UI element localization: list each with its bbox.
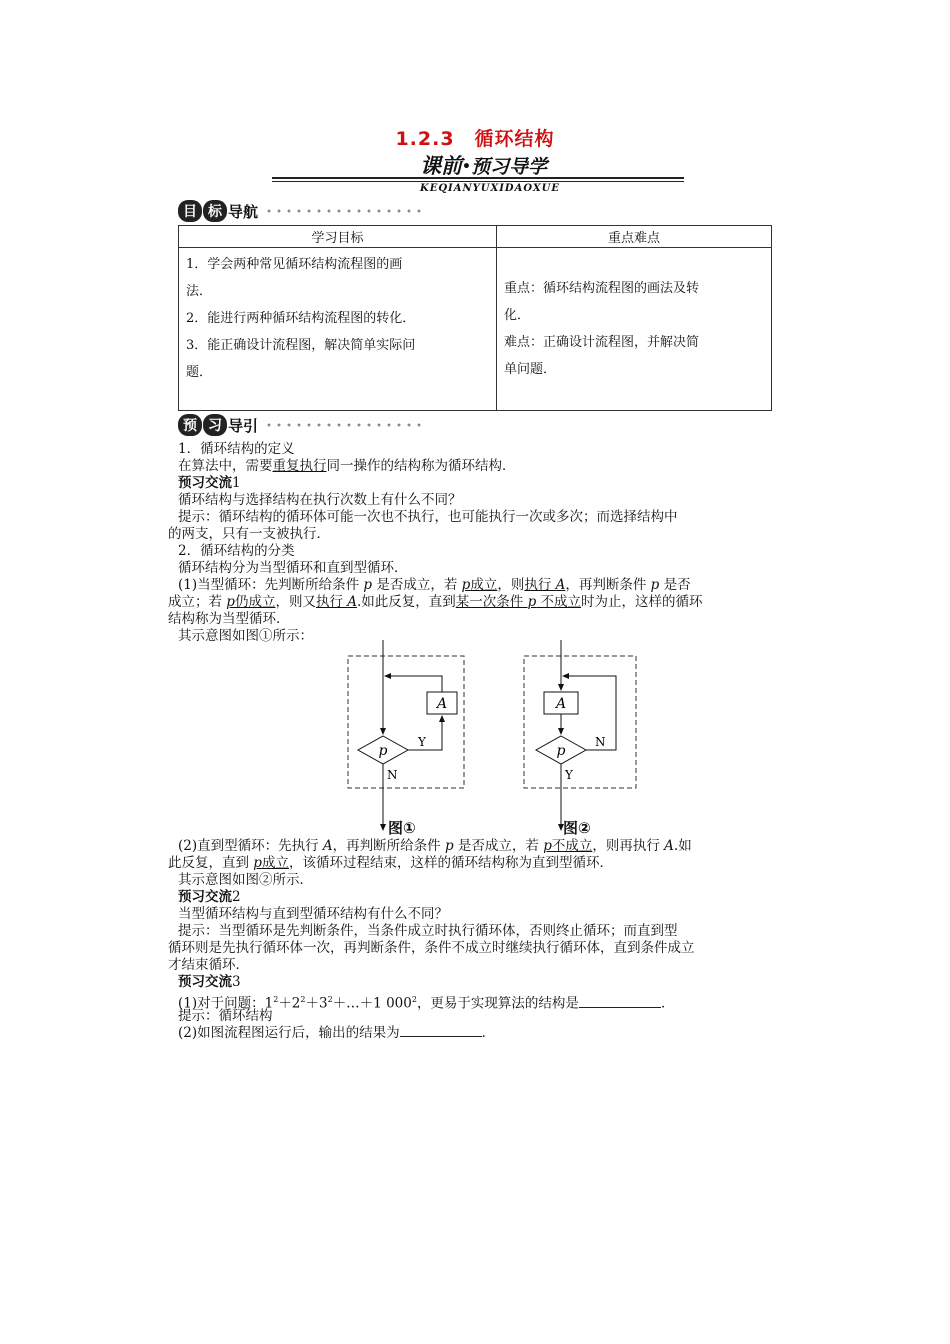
no-label: N	[387, 768, 398, 782]
para-line: 循环结构分为当型循环和直到型循环．	[178, 560, 408, 576]
section-preview-guide: 预 习 导引	[178, 414, 424, 436]
para-line: (2)如图流程图运行后，输出的结果为 ．	[178, 1025, 496, 1041]
goals-header: 学习目标	[179, 226, 497, 248]
exchange-heading-1: 预习交流1	[178, 475, 241, 491]
answer-blank	[400, 1026, 482, 1037]
flowchart-until-loop	[518, 640, 658, 836]
para-line: 其示意图如图②所示．	[178, 872, 313, 888]
process-label: A	[436, 696, 448, 712]
para-line: 提示：当型循环是先判断条件，当条件成立时执行循环体，否则终止循环；而直到型	[178, 923, 678, 939]
goals-cell: 1．学会两种常见循环结构流程图的画 法． 2．能进行两种循环结构流程图的转化． 3．能正确设计流程图，解决简单实际问 题．	[179, 248, 497, 411]
para-line: 成立；若 p仍成立，则又执行 A.如此反复，直到某一次条件 p 不成立时为止，这样的循环	[168, 594, 703, 610]
para-line: 的两支，只有一支被执行．	[168, 526, 330, 542]
flowchart-while-loop	[340, 640, 480, 836]
banner-rule	[272, 177, 684, 179]
keypoints-cell: 重点：循环结构流程图的画法及转 化． 难点：正确设计流程图，并解决简 单问题．	[497, 248, 772, 411]
dotted-decoration	[264, 207, 424, 215]
banner-pinyin: KEQIANYUXIDAOXUE	[420, 183, 560, 194]
para-line: (1)对于问题：$1^2+2^2+3^2+\dots+1$ $000^2$，更易于实现算法的结构是 ．	[178, 995, 675, 1012]
exchange-heading-2: 预习交流2	[178, 889, 241, 905]
process-label: A	[555, 696, 567, 712]
para-line: 此反复，直到 p成立，该循环过程结束，这样的循环结构称为直到型循环．	[168, 855, 613, 871]
para-line: 循环结构与选择结构在执行次数上有什么不同？	[178, 492, 462, 508]
para-line: 1．循环结构的定义	[178, 441, 295, 457]
para-line: 提示：循环结构的循环体可能一次也不执行，也可能执行一次或多次；而选择结构中	[178, 509, 678, 525]
para-line: 结构称为当型循环．	[168, 611, 290, 627]
exchange-heading-3: 预习交流3	[178, 974, 241, 990]
para-line: 提示：循环结构	[178, 1008, 273, 1024]
keypoints-header: 重点难点	[497, 226, 772, 248]
section-banner: 课前•预习导学	[420, 154, 547, 178]
banner-rule-thin	[272, 181, 684, 182]
page-title: 1.2.3 循环结构	[395, 128, 555, 150]
figure-caption-1: 图①	[388, 819, 416, 837]
goals-table	[178, 225, 772, 411]
para-line: (1)当型循环：先判断所给条件 p 是否成立，若 p成立，则执行 A，再判断条件 p 是否	[178, 577, 691, 593]
para-line: (2)直到型循环：先执行 A，再判断所给条件 p 是否成立，若 p不成立，则再执行 A.如	[178, 838, 692, 854]
section-goals-nav: 目 标 导航	[178, 200, 424, 222]
para-line: 在算法中，需要重复执行同一操作的结构称为循环结构．	[178, 458, 516, 474]
yes-label: Y	[418, 735, 426, 749]
dotted-decoration	[264, 421, 424, 429]
yes-label: Y	[565, 768, 573, 782]
figure-caption-2: 图②	[563, 819, 591, 837]
para-line: 才结束循环．	[168, 957, 249, 973]
flow-arrow	[385, 676, 442, 692]
para-line: 当型循环结构与直到型循环结构有什么不同？	[178, 906, 448, 922]
condition-label: p	[378, 743, 388, 759]
para-line: 2．循环结构的分类	[178, 543, 295, 559]
para-line: 循环则是先执行循环体一次，再判断条件，条件不成立时继续执行循环体，直到条件成立	[168, 940, 695, 956]
para-line: 其示意图如图①所示：	[178, 628, 313, 644]
no-label: N	[595, 735, 606, 749]
answer-blank	[579, 997, 661, 1008]
condition-label: p	[556, 743, 566, 759]
